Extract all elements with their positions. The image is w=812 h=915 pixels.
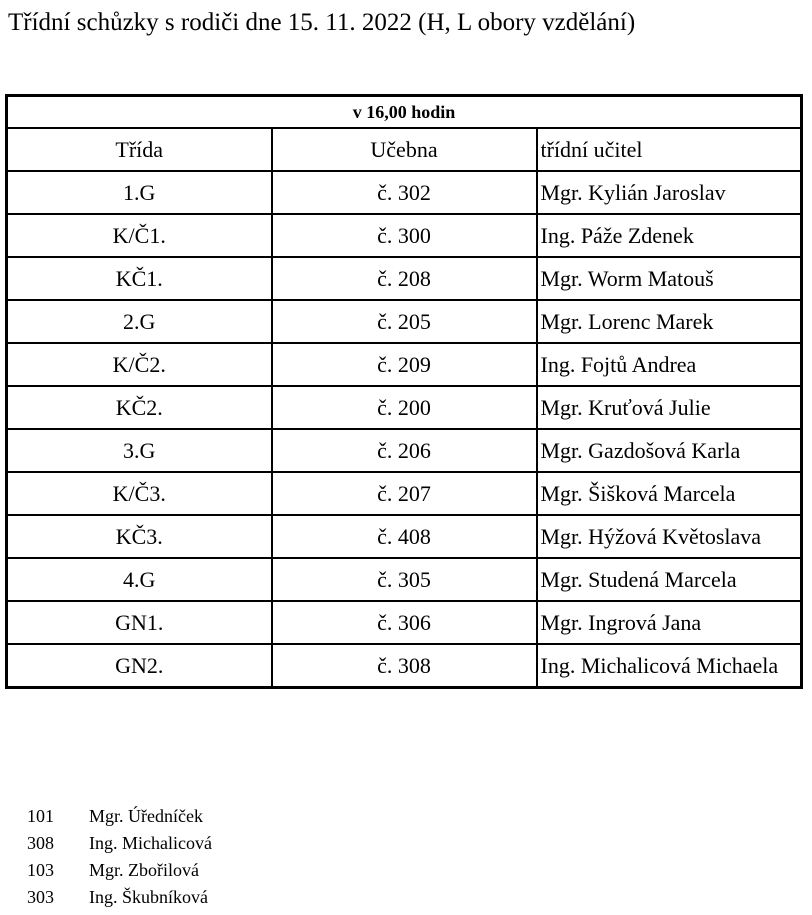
list-item [27, 803, 212, 830]
class-cell: GN2. [7, 644, 272, 688]
class-cell: 4.G [7, 558, 272, 601]
column-header-room: Učebna [272, 128, 537, 171]
teacher-cell: Mgr. Gazdošová Karla [537, 429, 802, 472]
note-room: 303 [27, 887, 54, 907]
class-cell: K/Č1. [7, 214, 272, 257]
table-row [7, 171, 802, 214]
table-row [7, 644, 802, 688]
teacher-cell: Mgr. Kylián Jaroslav [537, 171, 802, 214]
class-cell: 1.G [7, 171, 272, 214]
table-row [7, 472, 802, 515]
table-row [7, 343, 802, 386]
class-cell: K/Č3. [7, 472, 272, 515]
time-header: v 16,00 hodin [7, 96, 802, 129]
note-name: Mgr. Úředníček [89, 806, 203, 826]
note-room: 103 [27, 860, 54, 880]
teacher-cell: Ing. Michalicová Michaela [537, 644, 802, 688]
note-name: Ing. Škubníková [89, 887, 208, 907]
room-cell: č. 408 [272, 515, 537, 558]
list-item [27, 884, 212, 911]
list-item [27, 830, 212, 857]
table-row [7, 558, 802, 601]
table-row [7, 429, 802, 472]
class-cell: KČ1. [7, 257, 272, 300]
table-row [7, 601, 802, 644]
class-cell: KČ3. [7, 515, 272, 558]
column-header-class: Třída [7, 128, 272, 171]
teacher-cell: Mgr. Studená Marcela [537, 558, 802, 601]
list-item [27, 857, 212, 884]
page-title: Třídní schůzky s rodiči dne 15. 11. 2022 (H, L obory vzdělání) [8, 9, 636, 36]
teacher-cell: Mgr. Worm Matouš [537, 257, 802, 300]
room-cell: č. 209 [272, 343, 537, 386]
teacher-cell: Mgr. Šišková Marcela [537, 472, 802, 515]
teacher-cell: Mgr. Hýžová Květoslava [537, 515, 802, 558]
table-row [7, 257, 802, 300]
note-room: 308 [27, 833, 54, 853]
teacher-cell: Mgr. Ingrová Jana [537, 601, 802, 644]
teacher-cell: Mgr. Kruťová Julie [537, 386, 802, 429]
room-cell: č. 206 [272, 429, 537, 472]
room-notes-list [27, 803, 212, 911]
table-row [7, 214, 802, 257]
class-cell: GN1. [7, 601, 272, 644]
note-name: Mgr. Zbořilová [89, 860, 199, 880]
room-cell: č. 300 [272, 214, 537, 257]
table-row [7, 515, 802, 558]
class-cell: K/Č2. [7, 343, 272, 386]
room-cell: č. 205 [272, 300, 537, 343]
class-cell: 2.G [7, 300, 272, 343]
class-cell: 3.G [7, 429, 272, 472]
room-cell: č. 200 [272, 386, 537, 429]
table-row [7, 386, 802, 429]
column-header-teacher: třídní učitel [537, 128, 802, 171]
note-room: 101 [27, 806, 54, 826]
table-row [7, 300, 802, 343]
room-cell: č. 302 [272, 171, 537, 214]
teacher-cell: Ing. Fojtů Andrea [537, 343, 802, 386]
class-cell: KČ2. [7, 386, 272, 429]
room-cell: č. 306 [272, 601, 537, 644]
room-cell: č. 208 [272, 257, 537, 300]
room-cell: č. 207 [272, 472, 537, 515]
teacher-cell: Mgr. Lorenc Marek [537, 300, 802, 343]
note-name: Ing. Michalicová [89, 833, 212, 853]
time-header-row [7, 96, 802, 129]
room-cell: č. 308 [272, 644, 537, 688]
column-header-row [7, 128, 802, 171]
teacher-cell: Ing. Páže Zdenek [537, 214, 802, 257]
schedule-table [5, 94, 803, 689]
room-cell: č. 305 [272, 558, 537, 601]
